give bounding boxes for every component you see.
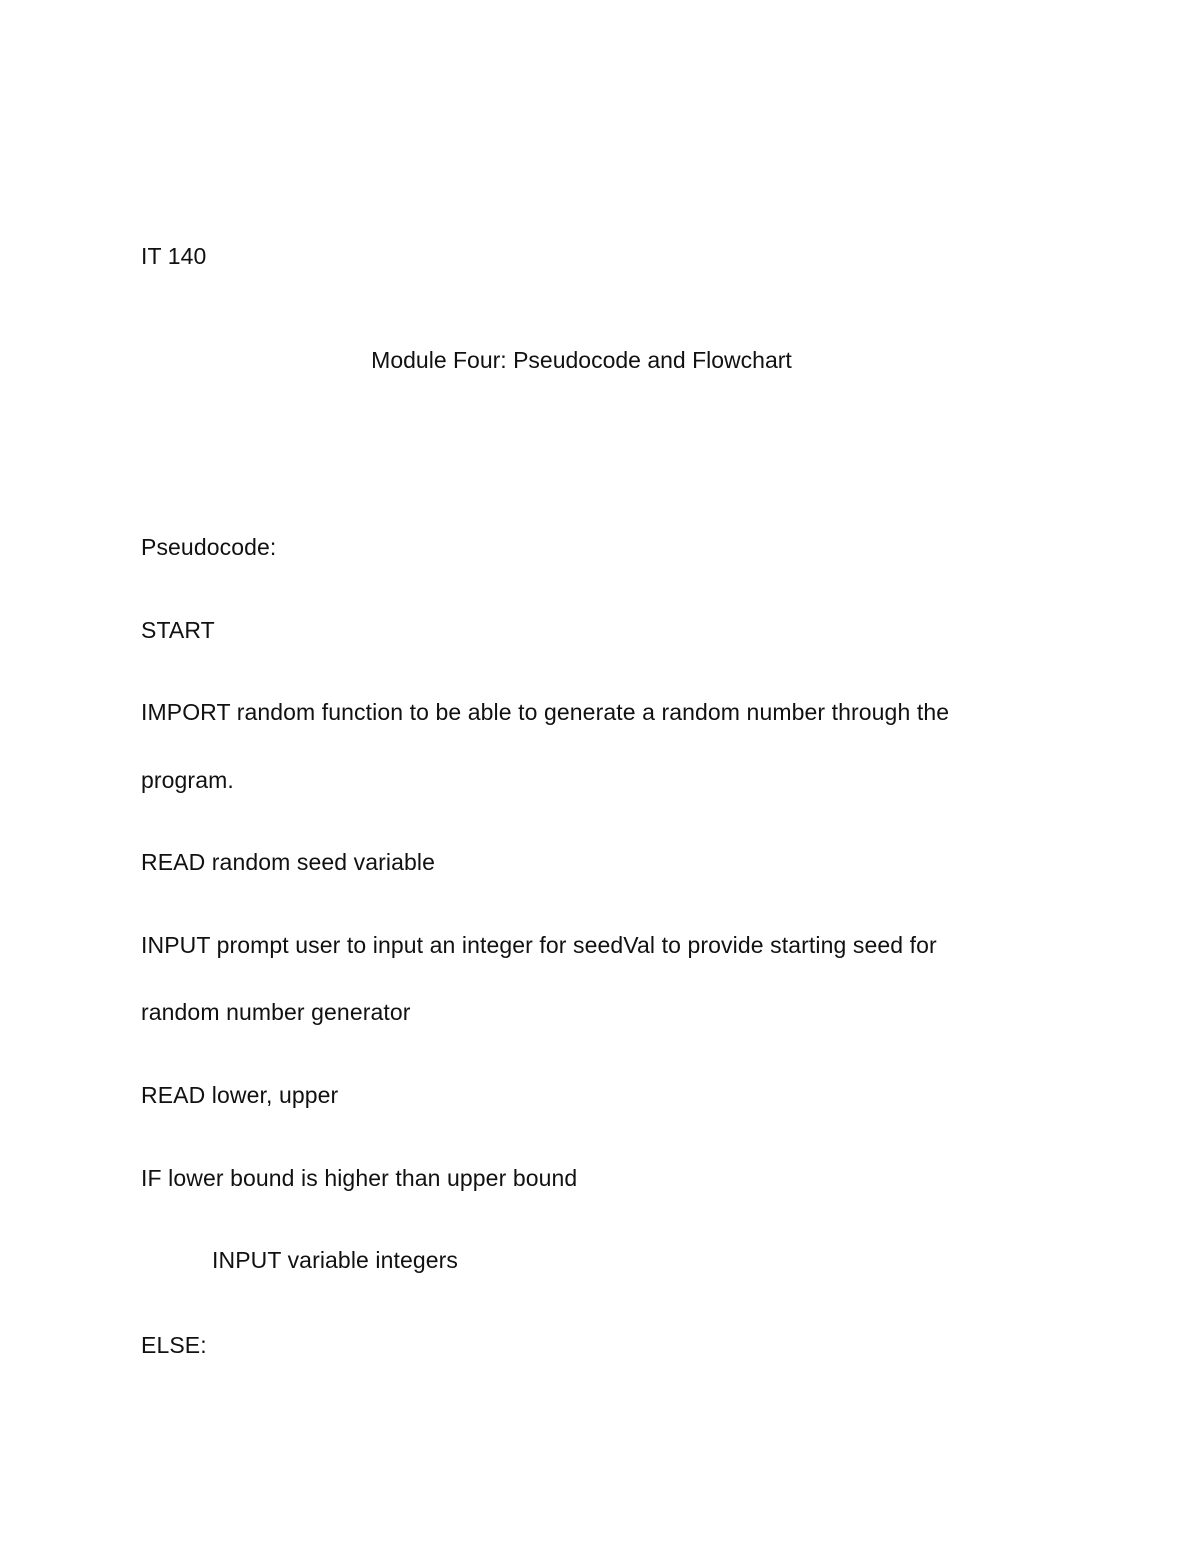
pseudocode-line: IMPORT random function to be able to generate a random number through the	[141, 699, 950, 725]
pseudocode-line: ELSE:	[141, 1332, 207, 1358]
pseudocode-line: READ lower, upper	[141, 1082, 339, 1108]
pseudocode-line: program.	[141, 767, 234, 793]
pseudocode-line: READ random seed variable	[141, 849, 435, 875]
pseudocode-line: START	[141, 617, 215, 643]
course-code: IT 140	[141, 243, 207, 269]
pseudocode-line: INPUT prompt user to input an integer for seedVal to provide starting seed for	[141, 932, 937, 958]
pseudocode-line: IF lower bound is higher than upper bound	[141, 1165, 578, 1191]
pseudocode-line: random number generator	[141, 999, 411, 1025]
section-label: Pseudocode:	[141, 534, 277, 560]
document-title: Module Four: Pseudocode and Flowchart	[371, 347, 792, 373]
pseudocode-line-indented: INPUT variable integers	[212, 1247, 459, 1273]
